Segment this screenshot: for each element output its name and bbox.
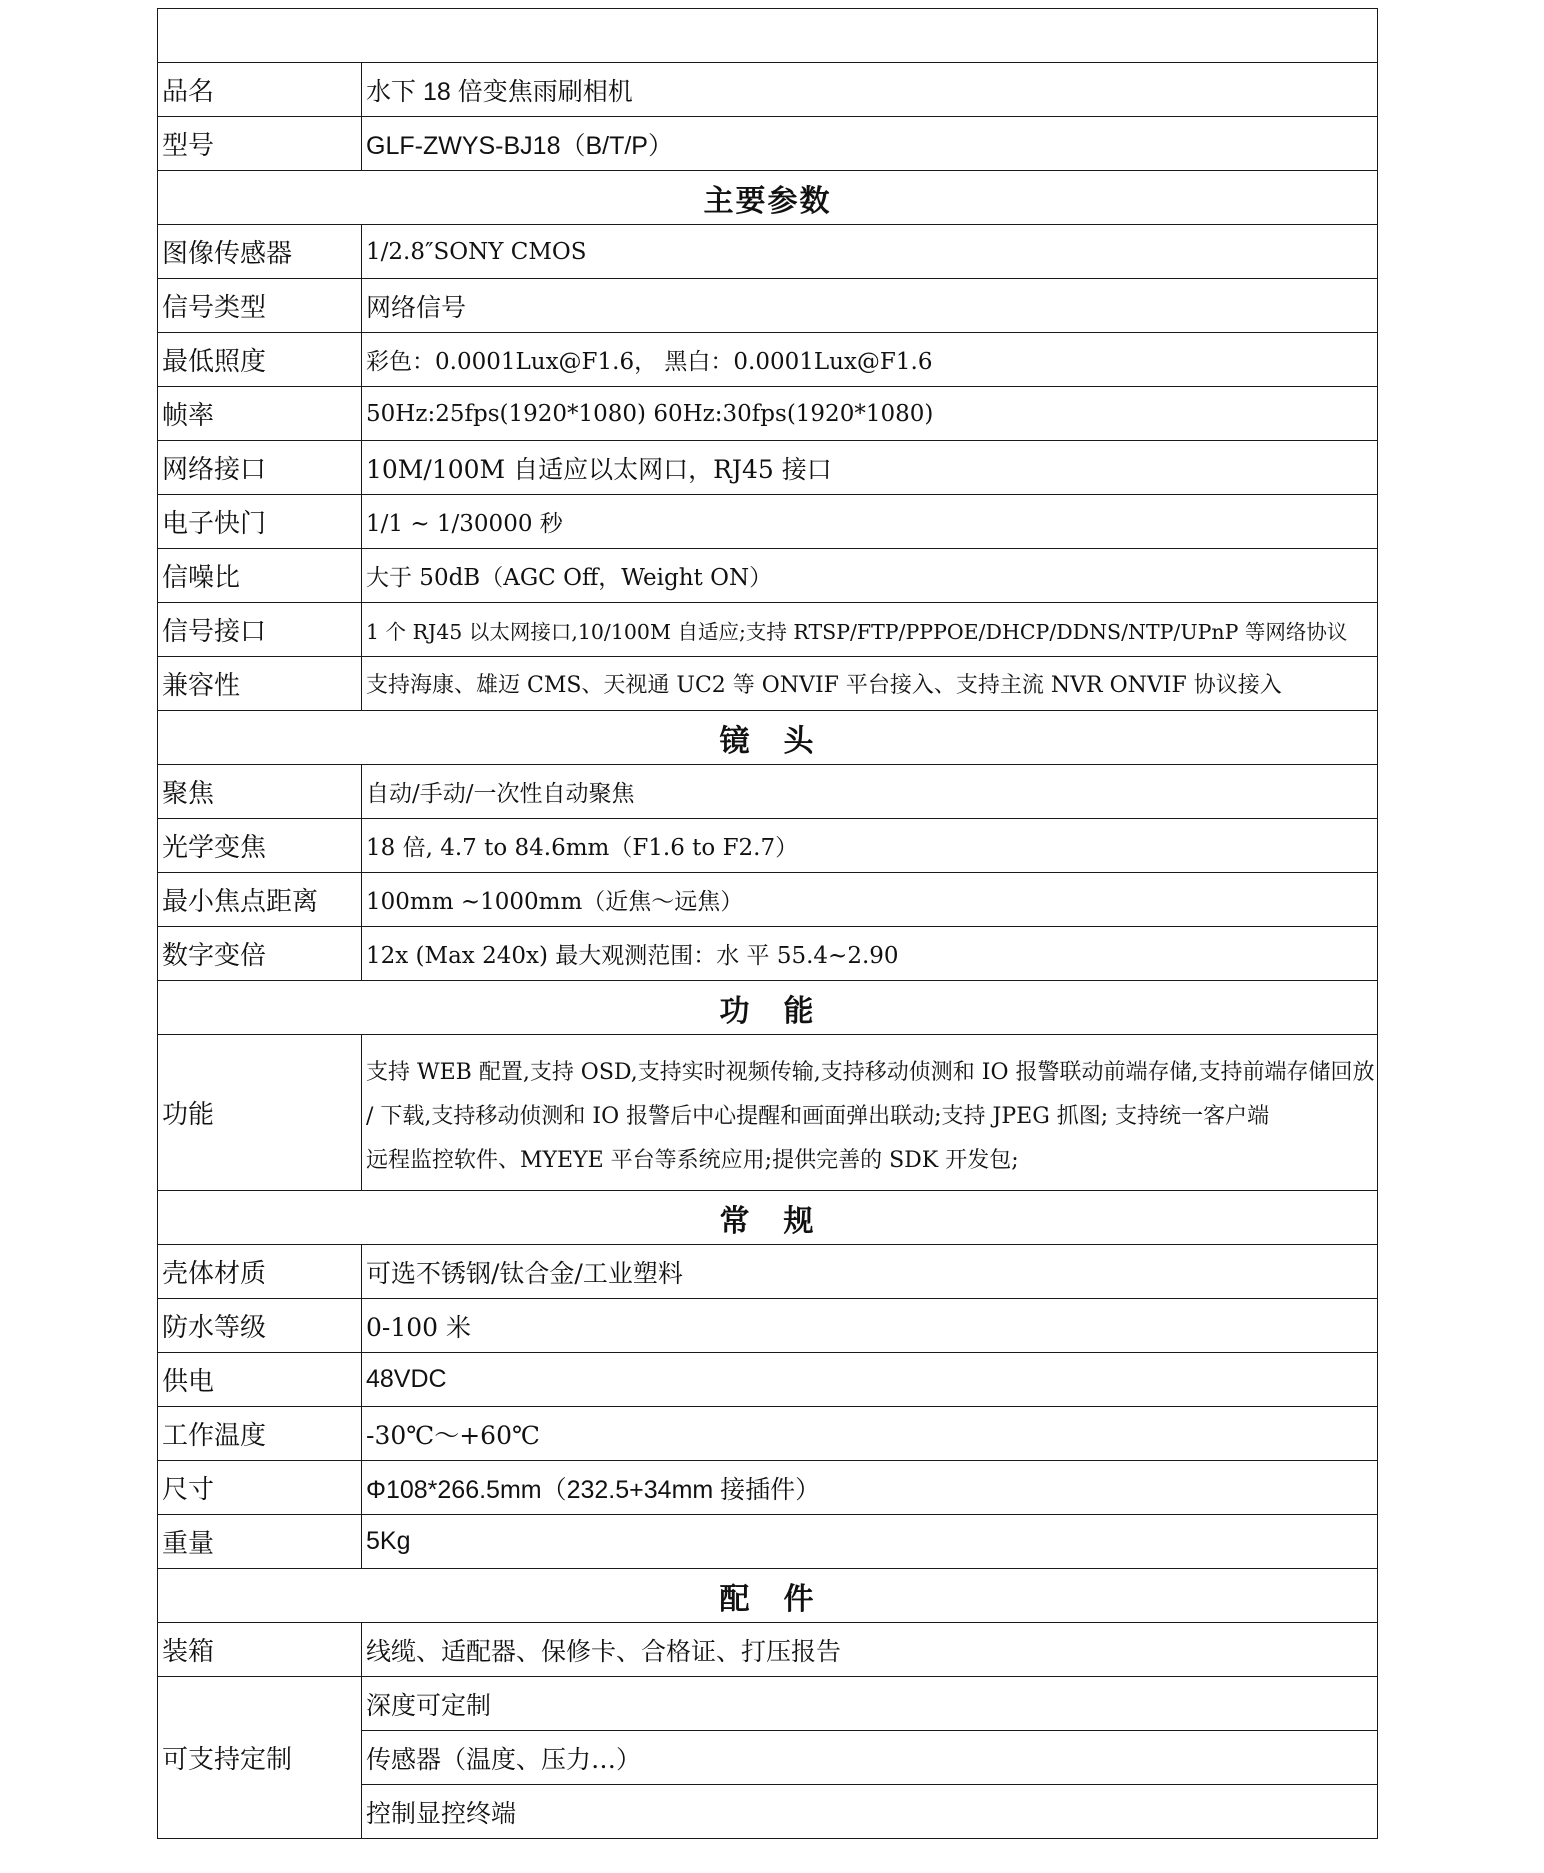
table-row bbox=[158, 1515, 1378, 1569]
table-row bbox=[158, 1353, 1378, 1407]
focus-value: 自动/手动/一次性自动聚焦 bbox=[362, 765, 1378, 819]
custom-option: 传感器（温度、压力…） bbox=[362, 1731, 1378, 1785]
min-focus-distance-value: 100mm ~1000mm（近焦～远焦） bbox=[362, 873, 1378, 927]
custom-label: 可支持定制 bbox=[158, 1677, 362, 1839]
section-row bbox=[158, 711, 1378, 765]
optical-zoom-label: 光学变焦 bbox=[158, 819, 362, 873]
table-header-row bbox=[158, 9, 1378, 63]
shutter-label: 电子快门 bbox=[158, 495, 362, 549]
table-row bbox=[158, 819, 1378, 873]
section-main-params: 主要参数 bbox=[158, 171, 1378, 225]
section-row bbox=[158, 171, 1378, 225]
table-row bbox=[158, 117, 1378, 171]
dimensions-value: Φ108*266.5mm（232.5+34mm 接插件） bbox=[362, 1461, 1378, 1515]
compatibility-value: 支持海康、雄迈 CMS、天视通 UC2 等 ONVIF 平台接入、支持主流 NVR ONVIF 协议接入 bbox=[362, 657, 1378, 711]
table-row bbox=[158, 1407, 1378, 1461]
digital-zoom-label: 数字变倍 bbox=[158, 927, 362, 981]
packing-label: 装箱 bbox=[158, 1623, 362, 1677]
section-function: 功 能 bbox=[158, 981, 1378, 1035]
table-row bbox=[158, 549, 1378, 603]
section-row bbox=[158, 1569, 1378, 1623]
product-name-label: 品名 bbox=[158, 63, 362, 117]
table-row bbox=[158, 1623, 1378, 1677]
blank-header-cell bbox=[158, 9, 1378, 63]
function-line: 支持 WEB 配置,支持 OSD,支持实时视频传输,支持移动侦测和 IO 报警联动前端存储,支持前端存储回放 bbox=[366, 1059, 1375, 1085]
signal-interface-label: 信号接口 bbox=[158, 603, 362, 657]
frame-rate-label: 帧率 bbox=[158, 387, 362, 441]
table-row bbox=[158, 1461, 1378, 1515]
table-row bbox=[158, 1299, 1378, 1353]
dimensions-label: 尺寸 bbox=[158, 1461, 362, 1515]
table-row bbox=[158, 333, 1378, 387]
compatibility-label: 兼容性 bbox=[158, 657, 362, 711]
weight-label: 重量 bbox=[158, 1515, 362, 1569]
model-label: 型号 bbox=[158, 117, 362, 171]
snr-value: 大于 50dB（AGC Off，Weight ON） bbox=[362, 549, 1378, 603]
table-row bbox=[158, 495, 1378, 549]
table-row bbox=[158, 387, 1378, 441]
section-row bbox=[158, 1191, 1378, 1245]
operating-temp-value: -30℃～+60℃ bbox=[362, 1407, 1378, 1461]
frame-rate-value: 50Hz:25fps(1920*1080) 60Hz:30fps(1920*1080) bbox=[362, 387, 1378, 441]
product-name-value: 水下 18 倍变焦雨刷相机 bbox=[362, 63, 1378, 117]
shutter-value: 1/1 ~ 1/30000 秒 bbox=[362, 495, 1378, 549]
table-row bbox=[158, 1677, 1378, 1731]
power-label: 供电 bbox=[158, 1353, 362, 1407]
section-row bbox=[158, 981, 1378, 1035]
table-row bbox=[158, 657, 1378, 711]
table-row bbox=[158, 225, 1378, 279]
signal-type-label: 信号类型 bbox=[158, 279, 362, 333]
table-row bbox=[158, 1035, 1378, 1191]
waterproof-value: 0-100 米 bbox=[362, 1299, 1378, 1353]
spec-table bbox=[157, 8, 1378, 1839]
section-lens: 镜 头 bbox=[158, 711, 1378, 765]
table-row bbox=[158, 927, 1378, 981]
operating-temp-label: 工作温度 bbox=[158, 1407, 362, 1461]
housing-material-value: 可选不锈钢/钛合金/工业塑料 bbox=[362, 1245, 1378, 1299]
custom-option: 控制显控终端 bbox=[362, 1785, 1378, 1839]
packing-value: 线缆、适配器、保修卡、合格证、打压报告 bbox=[362, 1623, 1378, 1677]
signal-interface-value: 1 个 RJ45 以太网接口,10/100M 自适应;支持 RTSP/FTP/PPPOE/DHCP/DDNS/NTP/UPnP 等网络协议 bbox=[362, 603, 1378, 657]
table-row bbox=[158, 603, 1378, 657]
table-row bbox=[158, 63, 1378, 117]
digital-zoom-value: 12x (Max 240x) 最大观测范围：水 平 55.4~2.90 bbox=[362, 927, 1378, 981]
table-row bbox=[158, 873, 1378, 927]
housing-material-label: 壳体材质 bbox=[158, 1245, 362, 1299]
focus-label: 聚焦 bbox=[158, 765, 362, 819]
network-interface-label: 网络接口 bbox=[158, 441, 362, 495]
power-value: 48VDC bbox=[362, 1353, 1378, 1407]
table-row bbox=[158, 765, 1378, 819]
sensor-label: 图像传感器 bbox=[158, 225, 362, 279]
min-illumination-label: 最低照度 bbox=[158, 333, 362, 387]
section-general: 常 规 bbox=[158, 1191, 1378, 1245]
min-illumination-value: 彩色：0.0001Lux@F1.6， 黑白：0.0001Lux@F1.6 bbox=[362, 333, 1378, 387]
table-row bbox=[158, 441, 1378, 495]
function-value bbox=[362, 1035, 1378, 1191]
min-focus-distance-label: 最小焦点距离 bbox=[158, 873, 362, 927]
sensor-value: 1/2.8″SONY CMOS bbox=[362, 225, 1378, 279]
snr-label: 信噪比 bbox=[158, 549, 362, 603]
optical-zoom-value: 18 倍, 4.7 to 84.6mm（F1.6 to F2.7） bbox=[362, 819, 1378, 873]
custom-option: 深度可定制 bbox=[362, 1677, 1378, 1731]
function-line: 远程监控软件、MYEYE 平台等系统应用;提供完善的 SDK 开发包; bbox=[366, 1147, 1019, 1173]
function-label: 功能 bbox=[158, 1035, 362, 1191]
waterproof-label: 防水等级 bbox=[158, 1299, 362, 1353]
network-interface-value: 10M/100M 自适应以太网口，RJ45 接口 bbox=[362, 441, 1378, 495]
weight-value: 5Kg bbox=[362, 1515, 1378, 1569]
function-line: / 下载,支持移动侦测和 IO 报警后中心提醒和画面弹出联动;支持 JPEG 抓图; 支持统一客户端 bbox=[366, 1103, 1270, 1129]
table-row bbox=[158, 279, 1378, 333]
table-row bbox=[158, 1245, 1378, 1299]
signal-type-value: 网络信号 bbox=[362, 279, 1378, 333]
model-value: GLF-ZWYS-BJ18（B/T/P） bbox=[362, 117, 1378, 171]
section-accessories: 配 件 bbox=[158, 1569, 1378, 1623]
